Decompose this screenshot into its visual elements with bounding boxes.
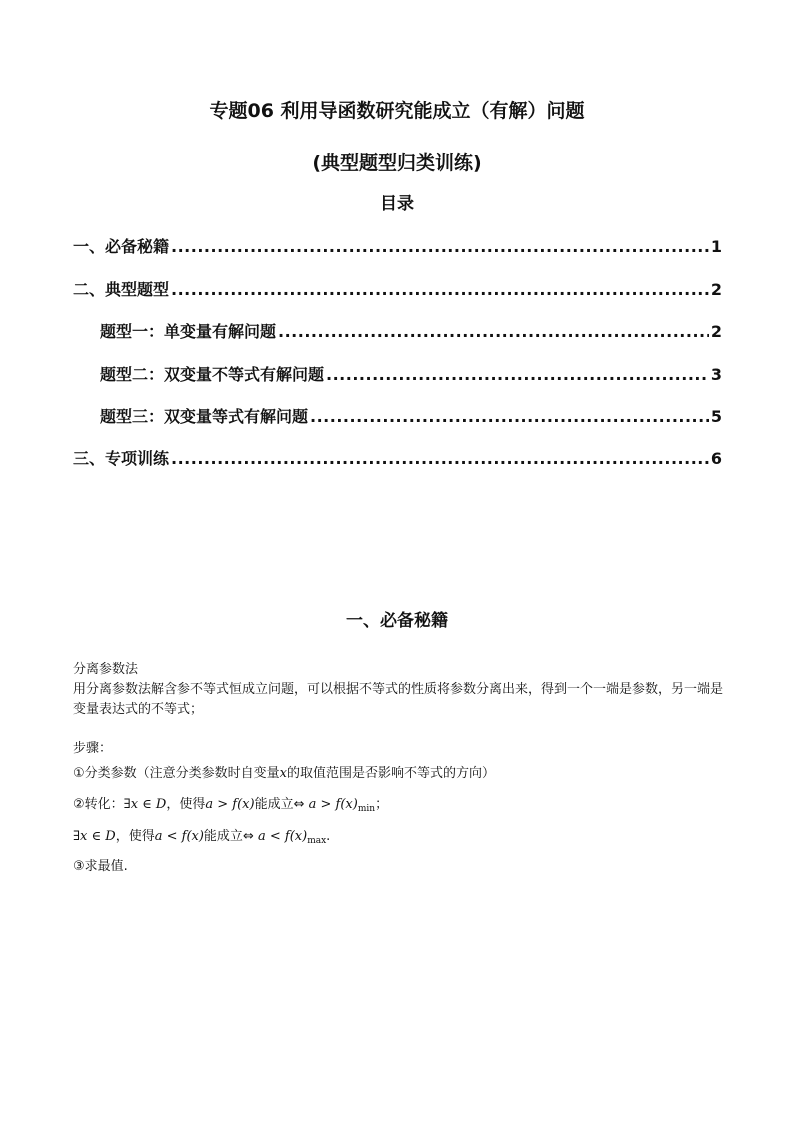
iff-symbol: ⇔: [242, 829, 254, 844]
result-subscript: max: [307, 836, 327, 846]
step-1: [73, 764, 723, 784]
toc-entry-label: 题型一：单变量有解问题: [100, 322, 277, 341]
toc-entry-label: 题型二：双变量不等式有解问题: [100, 365, 325, 384]
toc-entry-page: 2: [710, 322, 722, 341]
result-inequality: a > f(x): [308, 797, 358, 812]
toc-leader-dots: [171, 237, 709, 256]
method-intro: 用分离参数法解含参不等式恒成立问题，可以根据不等式的性质将参数分离出来，得到一个一端是参数，另一端是变量表达式的不等式；: [73, 682, 724, 717]
iff-symbol: ⇔: [293, 797, 305, 812]
step-2-end: ；: [375, 797, 389, 812]
variable-x: x: [279, 766, 287, 781]
toc-entry-page: 2: [710, 280, 722, 299]
can-hold-text: 能成立: [203, 829, 243, 844]
step-3: ③求最值.: [73, 859, 128, 874]
step-2-prefix: ②转化：: [73, 797, 124, 812]
exists-condition: ∃x ∈ D: [73, 829, 116, 844]
steps-label: 步骤：: [73, 741, 113, 756]
toc-leader-dots: [310, 407, 709, 426]
toc-entry-label: 二、典型题型: [73, 280, 170, 299]
toc-entry[interactable]: [73, 234, 722, 256]
toc-leader-dots: [171, 449, 709, 468]
toc-entry[interactable]: [73, 277, 722, 299]
toc-entry[interactable]: [100, 404, 722, 426]
toc-entry-label: 一、必备秘籍: [73, 237, 170, 256]
line-3-mid: ，使得: [115, 829, 155, 844]
toc-leader-dots: [326, 365, 709, 384]
toc-entry[interactable]: [100, 319, 722, 341]
exists-condition: ∃x ∈ D: [123, 797, 167, 812]
toc-heading: 目录: [380, 194, 414, 214]
step-2: [73, 795, 723, 819]
toc-leader-dots: [278, 322, 709, 341]
toc-entry-page: 6: [710, 449, 722, 468]
result-inequality: a < f(x): [257, 829, 308, 844]
toc-entry[interactable]: [73, 446, 722, 468]
step-2-mid: ，使得: [166, 797, 206, 812]
toc-entry-page: 3: [710, 365, 722, 384]
method-name: 分离参数法: [73, 662, 139, 677]
document-title: 专题06 利用导函数研究能成立（有解）问题: [209, 100, 585, 122]
result-subscript: min: [357, 804, 376, 814]
can-hold-text: 能成立: [254, 797, 294, 812]
line-3-end: .: [326, 829, 331, 844]
inequality: a > f(x): [205, 797, 255, 812]
section-title: 一、必备秘籍: [346, 611, 448, 631]
document-subtitle: (典型题型归类训练): [312, 152, 482, 174]
toc-entry[interactable]: [100, 362, 722, 384]
toc-entry-page: 1: [710, 237, 722, 256]
toc-entry-label: 三、专项训练: [73, 449, 170, 468]
toc-entry-page: 5: [710, 407, 722, 426]
toc-leader-dots: [171, 280, 709, 299]
toc-entry-label: 题型三：双变量等式有解问题: [100, 407, 309, 426]
inequality: a < f(x): [154, 829, 204, 844]
step-1-text-b: 的取值范围是否影响不等式的方向）: [287, 766, 496, 781]
step-2-line-2: [73, 827, 723, 851]
step-1-text-a: ①分类参数（注意分类参数时自变量: [73, 766, 280, 781]
